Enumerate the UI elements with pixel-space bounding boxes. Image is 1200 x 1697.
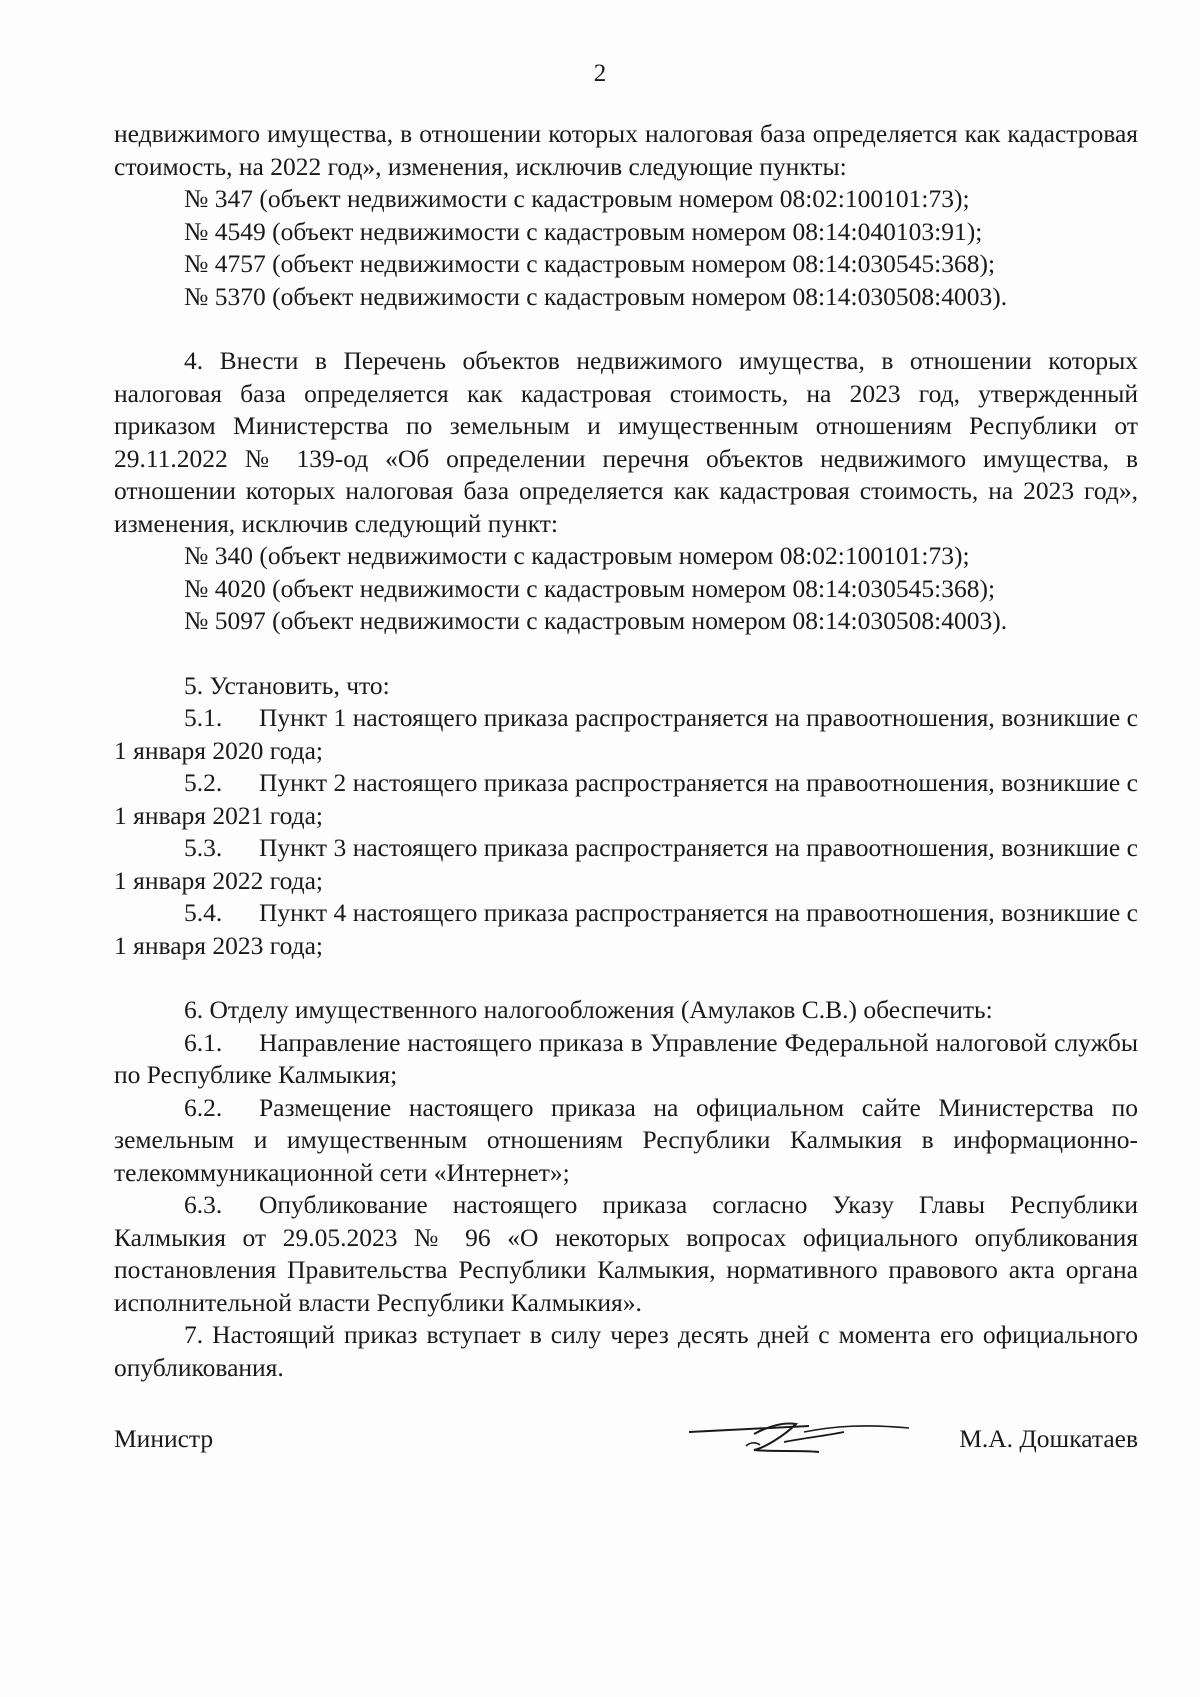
list-item: № 4549 (объект недвижимости с кадастровым номером 08:14:040103:91);: [184, 216, 983, 246]
document-body: [114, 118, 1138, 1384]
list-item: № 5097 (объект недвижимости с кадастровым номером 08:14:030508:4003).: [184, 606, 1008, 635]
subitem-number: 5.3.: [184, 833, 223, 862]
signatory-title: Министр: [114, 1424, 214, 1453]
list-item: № 5370 (объект недвижимости с кадастровым номером 08:14:030508:4003).: [184, 281, 1008, 311]
paragraph-5: 5. Установить, что:: [184, 670, 390, 700]
subitem-text: Направление настоящего приказа в Управление Федеральной налоговой службы по Республике Калмыкия;: [114, 1027, 1138, 1089]
paragraph-4: 4. Внести в Перечень объектов недвижимого имущества, в отношении которых налоговая база определяется как кадастровая стоимость, на 2023 год, утвержденный приказом Министерства по земельным и имущественным отношениям Республики от 29.11.2022 № 139-од «Об определении перечня объектов недвижимого имущества, в отношении которых налоговая база определяется как кадастровая стоимость, на 2023 год», изменения, исключив следующий пункт:: [114, 346, 1138, 538]
subitem-number: 6.3.: [184, 1190, 223, 1219]
subitem-text: Пункт 1 настоящего приказа распространяется на правоотношения, возникшие с 1 января 2020 года;: [114, 703, 1138, 765]
subitem-5-3: [114, 832, 1138, 897]
list-item: № 340 (объект недвижимости с кадастровым номером 08:02:100101:73);: [184, 541, 970, 570]
handwritten-signature: [684, 1412, 914, 1472]
subitem-number: 6.2.: [184, 1092, 223, 1122]
paragraph-continuation: недвижимого имущества, в отношении которых налоговая база определяется как кадастровая стоимость, на 2022 год», изменения, исключив следующие пункты:: [114, 119, 1138, 181]
page-number: 2: [593, 60, 607, 87]
subitem-5-1: [114, 702, 1138, 767]
paragraph-7: 7. Настоящий приказ вступает в силу через десять дней с момента его официального опубликования.: [114, 1320, 1138, 1382]
subitem-text: Размещение настоящего приказа на официальном сайте Министерства по земельным и имущественным отношениям Республики Калмыкия в информационно-телекоммуникационной сети «Интернет»;: [114, 1092, 1138, 1187]
subitem-number: 5.1.: [184, 703, 223, 732]
subitem-number: 5.2.: [184, 768, 223, 797]
signature-block: [114, 1424, 1138, 1484]
subitem-number: 6.1.: [184, 1027, 223, 1057]
subitem-text: Пункт 4 настоящего приказа распространяется на правоотношения, возникшие с 1 января 2023 года;: [114, 898, 1138, 960]
subitem-5-4: [114, 897, 1138, 962]
paragraph-6: 6. Отделу имущественного налогообложения (Амулаков С.В.) обеспечить:: [184, 995, 993, 1024]
subitem-number: 5.4.: [184, 898, 223, 927]
list-item: № 347 (объект недвижимости с кадастровым номером 08:02:100101:73);: [184, 184, 970, 213]
signatory-name: М.А. Дошкатаев: [959, 1424, 1138, 1453]
subitem-text: Пункт 2 настоящего приказа распространяется на правоотношения, возникшие с 1 января 2021 года;: [114, 768, 1138, 830]
list-item: № 4020 (объект недвижимости с кадастровым номером 08:14:030545:368);: [184, 573, 996, 603]
subitem-text: Пункт 3 настоящего приказа распространяется на правоотношения, возникшие с 1 января 2022 года;: [114, 833, 1138, 895]
list-item: № 4757 (объект недвижимости с кадастровым номером 08:14:030545:368);: [184, 249, 996, 278]
subitem-5-2: [114, 767, 1138, 832]
subitem-6-2: [114, 1092, 1138, 1190]
subitem-text: Опубликование настоящего приказа согласно Указу Главы Республики Калмыкия от 29.05.2023 № 96 «О некоторых вопросах официального опубликования постановления Правительства Республики Калмыкия, нормативного правового акта органа исполнительной власти Республики Калмыкия».: [114, 1190, 1138, 1317]
subitem-6-3: [114, 1189, 1138, 1319]
subitem-6-1: [114, 1027, 1138, 1092]
